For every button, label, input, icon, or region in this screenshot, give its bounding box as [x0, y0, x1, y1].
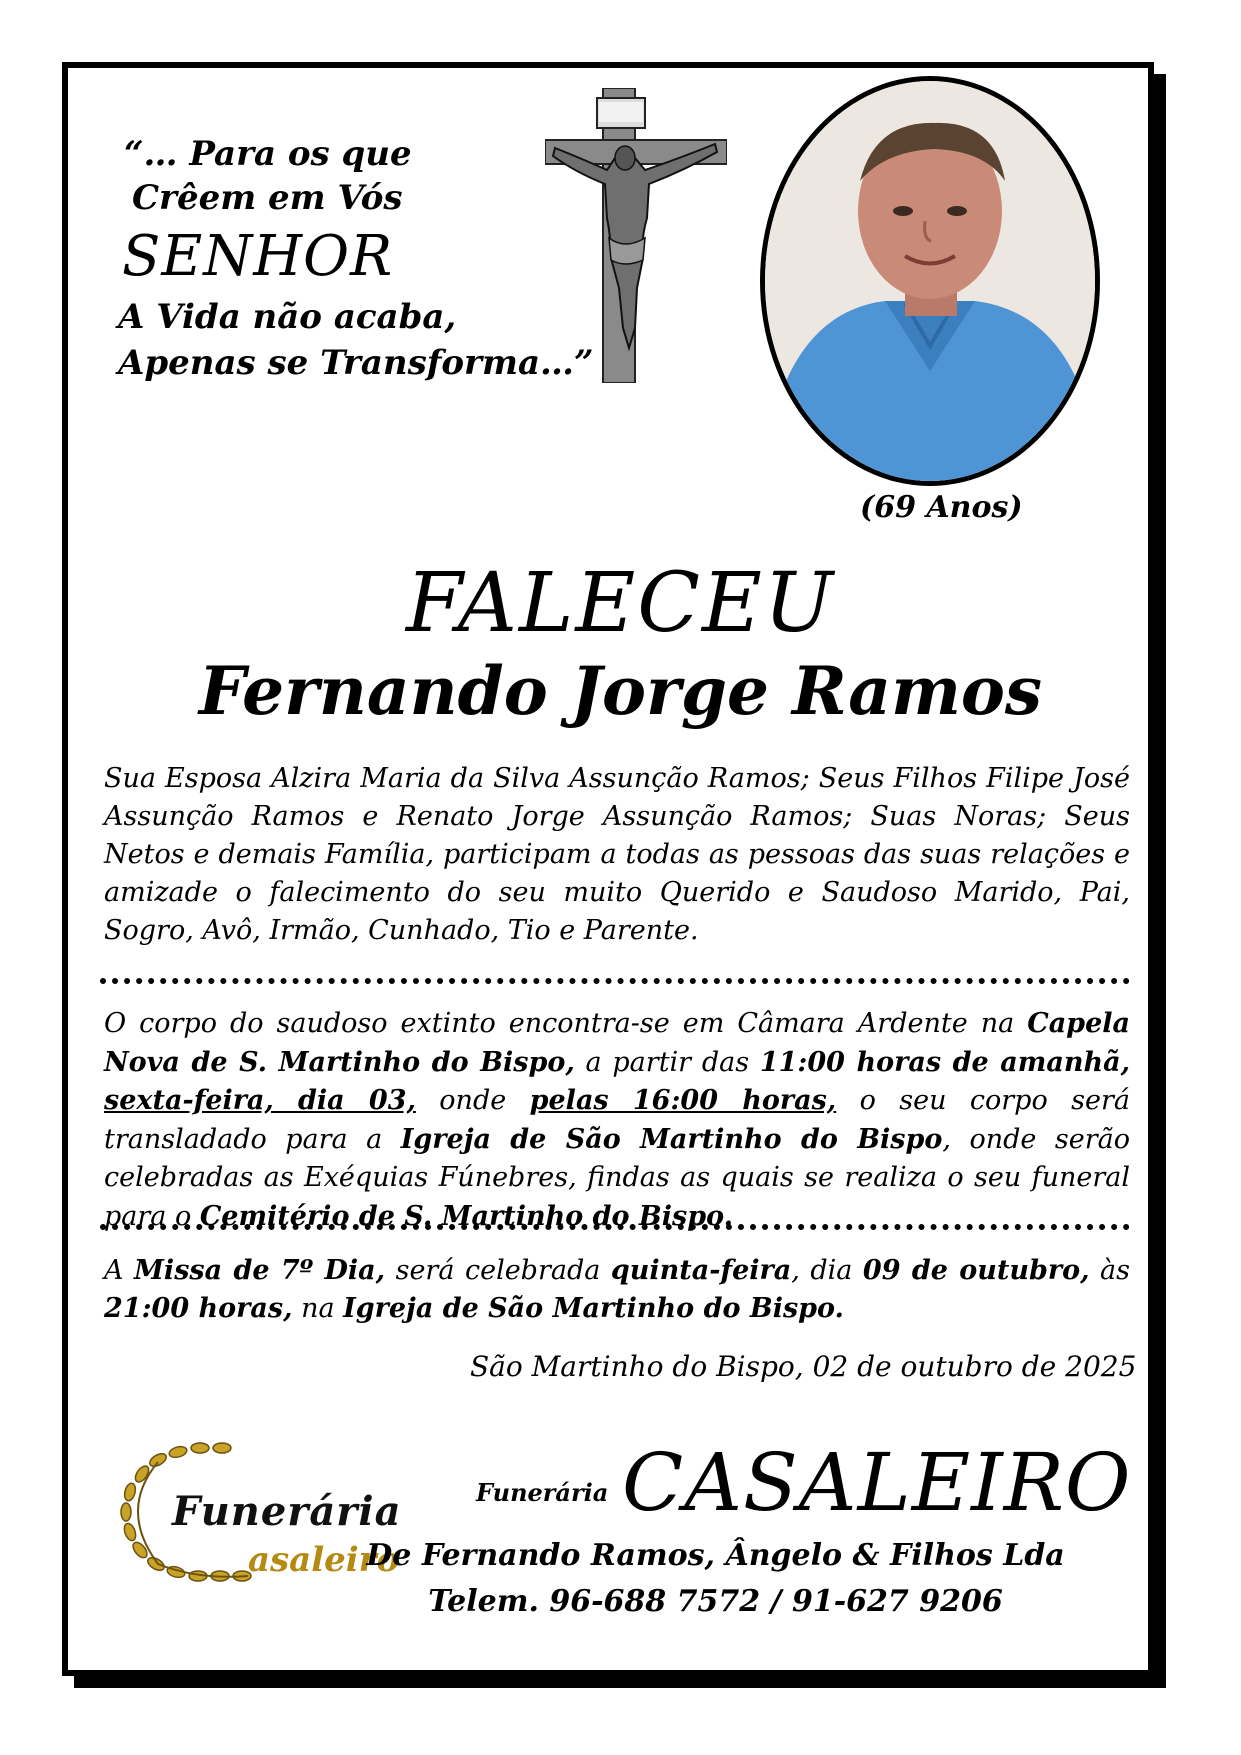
funeral-text: , onde serão celebradas as Exéquias Fúnebres, findas as quais se realiza o seu funeral para o: [104, 1123, 1130, 1232]
mass-time: 21:00 horas,: [104, 1293, 293, 1324]
footer-company: De Fernando Ramos, Ângelo & Filhos Lda: [366, 1538, 1065, 1573]
funeral-transfer-time: pelas 16:00 horas,: [529, 1085, 837, 1116]
funeral-day: sexta-feira, dia 03,: [104, 1085, 416, 1116]
quote-line-3: SENHOR: [122, 224, 394, 289]
funeral-text: a partir das: [574, 1046, 760, 1078]
mass-church: Igreja de São Martinho do Bispo.: [343, 1293, 844, 1324]
quote-line-5: Apenas se Transforma…”: [118, 343, 594, 383]
family-paragraph: Sua Esposa Alzira Maria da Silva Assunção Ramos; Seus Filhos Filipe José Assunção Ramos e Renato Jorge Assunção Ramos; Suas Noras; Seus Netos e demais Família, participam a todas as pessoas das suas relações e amizade o falecimento do seu muito Querido e Saudoso Marido, Pai, Sogro, Avô, Irmão, Cunhado, Tio e Parente.: [104, 763, 1130, 946]
funeral-chapel: Capela Nova de S. Martinho do Bispo,: [104, 1008, 1130, 1078]
portrait-illustration: [765, 81, 1095, 481]
headline: FALECEU: [405, 556, 835, 651]
mass-paragraph: [104, 1252, 1130, 1328]
funeral-text: onde: [415, 1085, 530, 1116]
funeral-cemetery: Cemitério de S. Martinho do Bispo.: [199, 1200, 734, 1232]
footer-brand-name: CASALEIRO: [622, 1436, 1132, 1529]
quote-line-2: Crêem em Vós: [132, 178, 403, 218]
quote-block: [118, 132, 594, 386]
deceased-name: Fernando Jorge Ramos: [198, 652, 1043, 730]
footer-phones: Telem. 96-688 7572 / 91-627 9206: [428, 1584, 1003, 1619]
logo-word-funeraria: Funerária: [172, 1488, 402, 1535]
age-label: (69 Anos): [860, 490, 1023, 525]
logo-word-asaleiro: asaleiro: [248, 1540, 400, 1580]
mass-text: , dia: [791, 1255, 863, 1286]
funeral-text: o seu corpo será transladado para a: [104, 1085, 1130, 1155]
funeral-church: Igreja de São Martinho do Bispo: [400, 1123, 943, 1155]
mass-text: A: [104, 1255, 135, 1286]
mass-text: na: [292, 1293, 344, 1324]
dotted-divider: [100, 1224, 1130, 1230]
funeral-start-time: 11:00 horas de amanhã,: [759, 1046, 1130, 1078]
funeral-paragraph: [104, 1005, 1130, 1236]
mass-weekday: quinta-feira: [610, 1255, 792, 1286]
crucifix-icon: [545, 88, 727, 383]
mass-text: será celebrada: [385, 1255, 611, 1286]
dotted-divider: [100, 978, 1130, 984]
place-date: São Martinho do Bispo, 02 de outubro de 2025: [470, 1350, 1137, 1383]
quote-line-4: A Vida não acaba,: [118, 297, 457, 337]
portrait-photo: [760, 76, 1100, 486]
footer-prefix: Funerária: [476, 1478, 609, 1507]
funeral-text: O corpo do saudoso extinto encontra-se em Câmara Ardente na: [104, 1008, 1028, 1039]
mass-date: 09 de outubro,: [862, 1255, 1090, 1286]
mass-title: Missa de 7º Dia,: [134, 1255, 386, 1286]
quote-line-1: “… Para os que: [124, 134, 412, 174]
mass-text: às: [1089, 1255, 1130, 1286]
